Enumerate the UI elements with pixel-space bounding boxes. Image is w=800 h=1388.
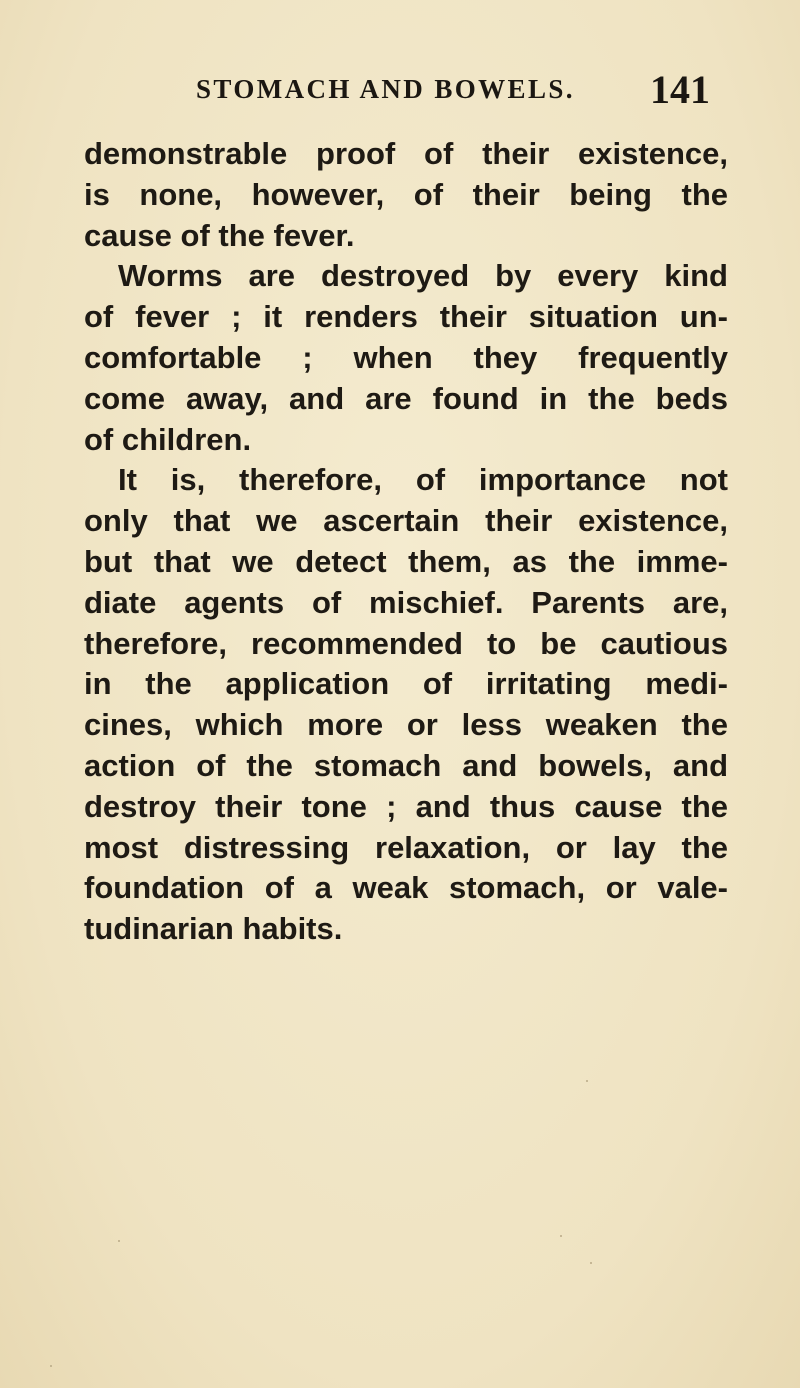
- text-line: is none, however, of their being the: [84, 176, 728, 212]
- text-line: diate agents of mischief. Parents are,: [84, 584, 728, 620]
- text-line: of children.: [84, 421, 252, 457]
- text-line: It is, therefore, of importance not: [118, 462, 728, 498]
- text-line: comfortable ; when they frequently: [84, 339, 728, 375]
- paper-speck: [118, 1240, 120, 1242]
- text-line: action of the stomach and bowels, and: [84, 747, 728, 783]
- text-line: most distressing relaxation, or lay the: [84, 829, 728, 865]
- text-line: therefore, recommended to be cautious: [84, 625, 728, 661]
- text-line: tudinarian habits.: [84, 911, 343, 947]
- paper-speck: [50, 1365, 52, 1367]
- page-header: [196, 66, 716, 116]
- running-head: STOMACH AND BOWELS.: [196, 74, 575, 104]
- text-line: foundation of a weak stomach, or vale-: [84, 870, 728, 906]
- paper-speck: [590, 1262, 592, 1264]
- text-line: cause of the fever.: [84, 217, 355, 253]
- paper-speck: [586, 1080, 588, 1082]
- text-line: of fever ; it renders their situation un-: [84, 299, 728, 335]
- page-number: 141: [650, 67, 710, 112]
- text-line: but that we detect them, as the imme-: [84, 543, 728, 579]
- text-line: destroy their tone ; and thus cause the: [84, 788, 728, 824]
- text-line: come away, and are found in the beds: [84, 380, 728, 416]
- paper-speck: [560, 1235, 562, 1237]
- text-line: only that we ascertain their existence,: [84, 503, 728, 539]
- text-line: demonstrable proof of their existence,: [84, 136, 728, 171]
- text-line: Worms are destroyed by every kind: [118, 258, 728, 294]
- text-line: cines, which more or less weaken the: [84, 707, 728, 743]
- text-line: in the application of irritating medi-: [84, 666, 728, 702]
- body-text: [84, 134, 728, 950]
